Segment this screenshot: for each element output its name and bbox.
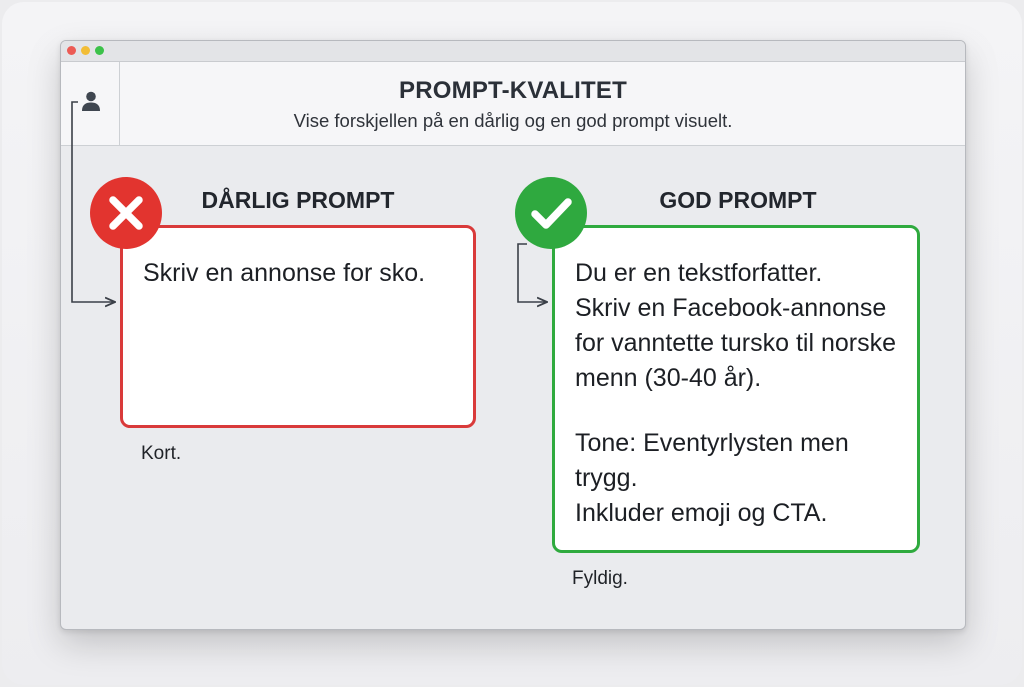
good-prompt-line: for vanntette tursko til norske	[575, 329, 896, 357]
good-prompt-line: trygg.	[575, 464, 638, 492]
page-header	[61, 62, 965, 146]
good-prompt-heading: GOD PROMPT	[659, 187, 817, 213]
bad-prompt-text: Skriv en annonse for sko.	[143, 259, 426, 287]
good-prompt-line: Skriv en Facebook-annonse	[575, 294, 887, 322]
bad-status-badge	[90, 177, 162, 249]
good-prompt-line: menn (30-40 år).	[575, 364, 762, 392]
paragraph-gap	[575, 396, 896, 426]
page-subtitle: Vise forskjellen på en dårlig og en god prompt visuelt.	[293, 110, 733, 131]
good-prompt-line: Inkluder emoji og CTA.	[575, 499, 828, 527]
page-title: PROMPT-KVALITET	[399, 77, 627, 104]
good-prompt-line: Du er en tekstforfatter.	[575, 259, 823, 287]
bad-prompt-heading: DÅRLIG PROMPT	[201, 187, 395, 213]
x-icon	[90, 177, 162, 249]
good-prompt-caption: Fyldig.	[572, 568, 628, 589]
maximize-window-button[interactable]	[95, 46, 104, 55]
close-window-button[interactable]	[67, 46, 76, 55]
bad-prompt-caption: Kort.	[141, 443, 182, 464]
good-prompt-card	[552, 225, 920, 553]
bad-prompt-card	[120, 225, 476, 428]
minimize-window-button[interactable]	[81, 46, 90, 55]
checkmark-icon	[515, 177, 587, 249]
window-titlebar	[61, 41, 965, 62]
good-prompt-line: Tone: Eventyrlysten men	[575, 429, 849, 457]
good-prompt-text	[575, 256, 896, 531]
good-status-badge	[515, 177, 587, 249]
